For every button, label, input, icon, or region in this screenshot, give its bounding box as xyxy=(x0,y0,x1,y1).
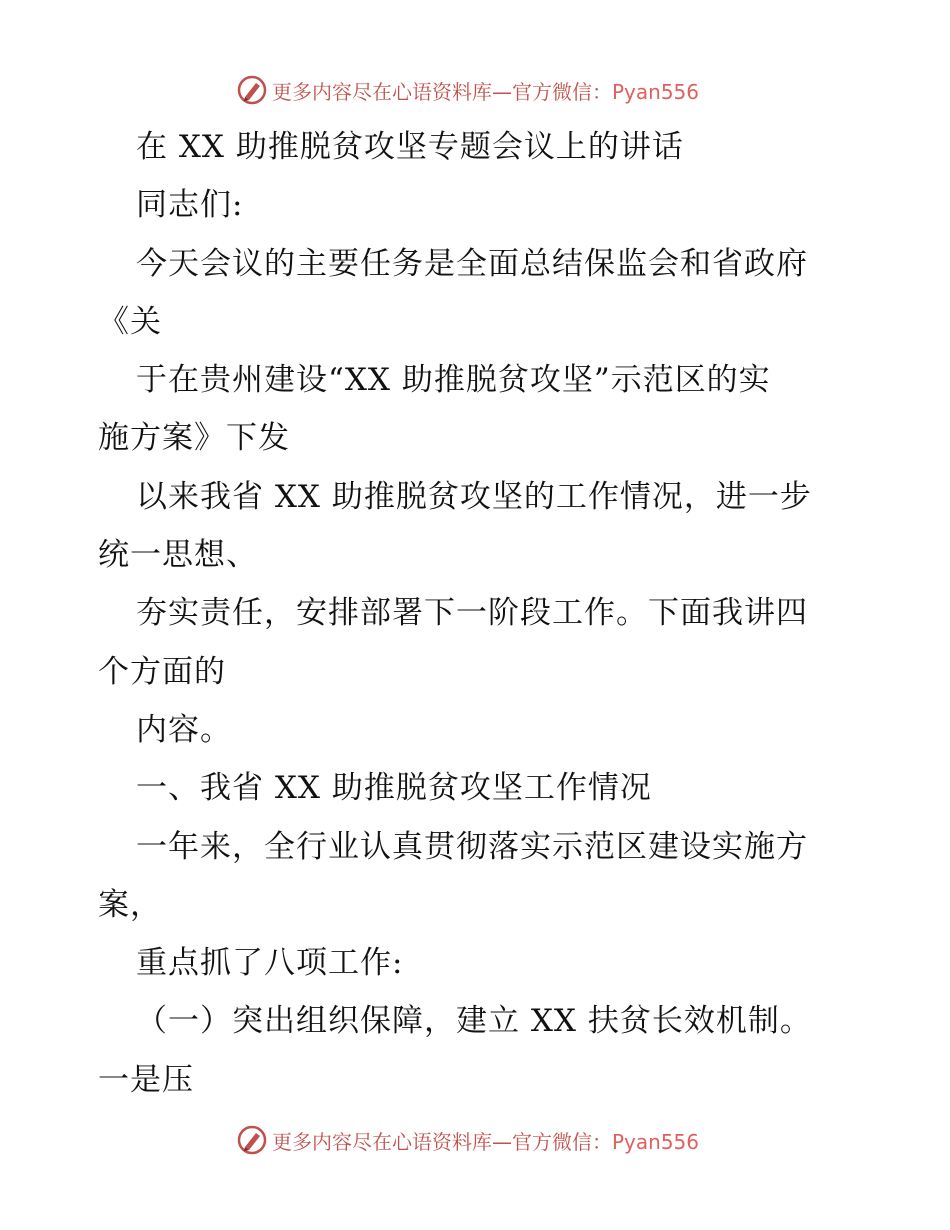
text-line: 同志们: xyxy=(136,187,244,224)
text-line: 统一思想、 xyxy=(98,537,258,574)
text-line: 《关 xyxy=(98,303,162,340)
text-line: （一）突出组织保障，建立 XX 扶贫长效机制。 xyxy=(136,1003,812,1040)
text-line: 一年来，全行业认真贯彻落实示范区建设实施方 xyxy=(136,828,808,865)
banner-text: 更多内容尽在心语资料库—官方微信：Pyan556 xyxy=(272,79,700,104)
header-banner xyxy=(236,72,699,108)
text-line: 个方面的 xyxy=(98,653,226,690)
text-line: 夯实责任，安排部署下一阶段工作。下面我讲四 xyxy=(136,595,808,632)
text-line: 于在贵州建设“XX 助推脱贫攻坚”示范区的实 xyxy=(136,362,771,399)
text-line: 一、我省 XX 助推脱贫攻坚工作情况 xyxy=(136,770,652,807)
text-line: 重点抓了八项工作: xyxy=(136,945,404,982)
pen-logo-icon xyxy=(236,1124,268,1156)
text-line: 施方案》下发 xyxy=(98,420,290,457)
text-line: 案， xyxy=(98,886,162,923)
text-line: 以来我省 XX 助推脱贫攻坚的工作情况，进一步 xyxy=(136,478,812,515)
footer-banner xyxy=(236,1122,699,1158)
pen-logo-icon xyxy=(236,74,268,106)
text-line: 今天会议的主要任务是全面总结保监会和省政府 xyxy=(136,245,808,282)
document-body xyxy=(98,118,858,1109)
banner-text: 更多内容尽在心语资料库—官方微信：Pyan556 xyxy=(272,1129,700,1154)
text-line: 在 XX 助推脱贫攻坚专题会议上的讲话 xyxy=(136,129,684,165)
text-line: 一是压 xyxy=(98,1061,194,1098)
text-line: 内容。 xyxy=(136,711,232,748)
